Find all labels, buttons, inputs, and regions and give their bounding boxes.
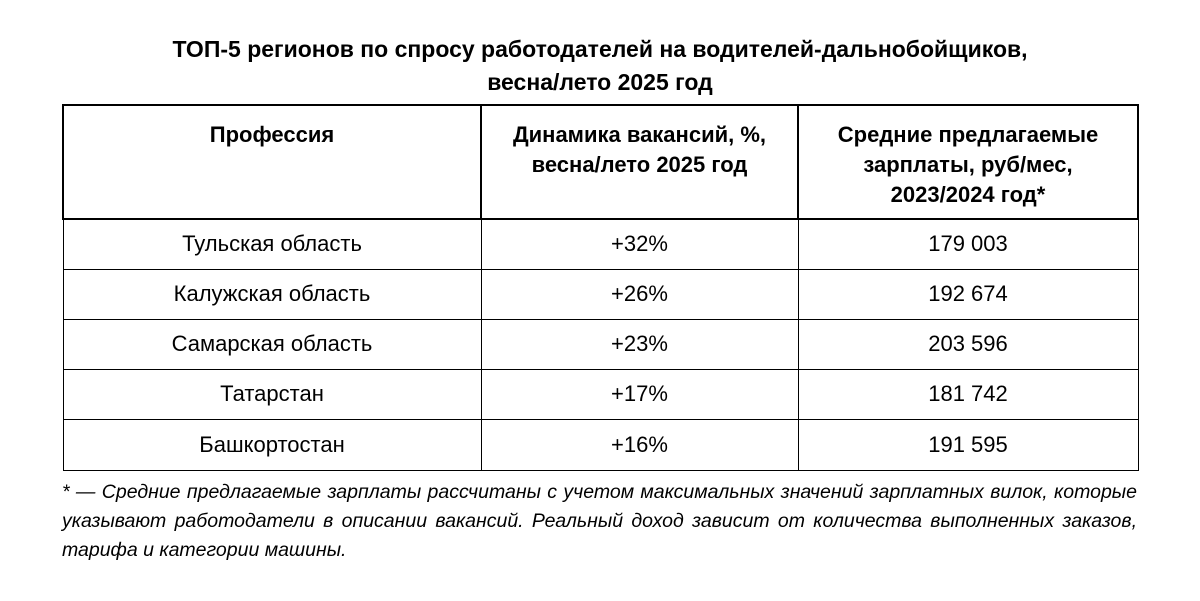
table-row	[63, 219, 1138, 269]
cell-region: Калужская область	[63, 269, 481, 319]
header-row	[63, 105, 1138, 219]
cell-salary: 181 742	[798, 369, 1138, 419]
header-text: Профессия	[209, 122, 335, 147]
cell-region: Башкортостан	[63, 419, 481, 470]
cell-salary: 192 674	[798, 269, 1138, 319]
page-title	[0, 33, 1200, 99]
regions-table	[62, 104, 1139, 471]
cell-dynamics: +23%	[481, 319, 798, 369]
header-text: зарплаты, руб/мес,	[863, 152, 1073, 177]
cell-dynamics: +17%	[481, 369, 798, 419]
header-text: 2023/2024 год*	[890, 182, 1046, 207]
cell-salary: 179 003	[798, 219, 1138, 269]
table-row	[63, 269, 1138, 319]
header-average-salary	[798, 105, 1138, 219]
header-text: Средние предлагаемые	[837, 122, 1099, 147]
table-row	[63, 369, 1138, 419]
cell-salary: 191 595	[798, 419, 1138, 470]
cell-dynamics: +26%	[481, 269, 798, 319]
header-text: Динамика вакансий, %,	[512, 122, 767, 147]
header-text: весна/лето 2025 год	[531, 152, 748, 177]
header-vacancy-dynamics	[481, 105, 798, 219]
cell-salary: 203 596	[798, 319, 1138, 369]
cell-dynamics: +32%	[481, 219, 798, 269]
table-row	[63, 319, 1138, 369]
header-profession	[63, 105, 481, 219]
cell-region: Татарстан	[63, 369, 481, 419]
title-line-1: ТОП-5 регионов по спросу работодателей на водителей-дальнобойщиков,	[172, 36, 1028, 62]
cell-region: Тульская область	[63, 219, 481, 269]
cell-dynamics: +16%	[481, 419, 798, 470]
table-row	[63, 419, 1138, 470]
cell-region: Самарская область	[63, 319, 481, 369]
footnote: * — Средние предлагаемые зарплаты рассчитаны с учетом максимальных значений зарплатных вилок, которые указывают работодатели в описании вакансий. Реальный доход зависит от количества выполненных заказов, тарифа и категории машины.	[62, 481, 1137, 561]
title-line-2: весна/лето 2025 год	[487, 69, 713, 95]
